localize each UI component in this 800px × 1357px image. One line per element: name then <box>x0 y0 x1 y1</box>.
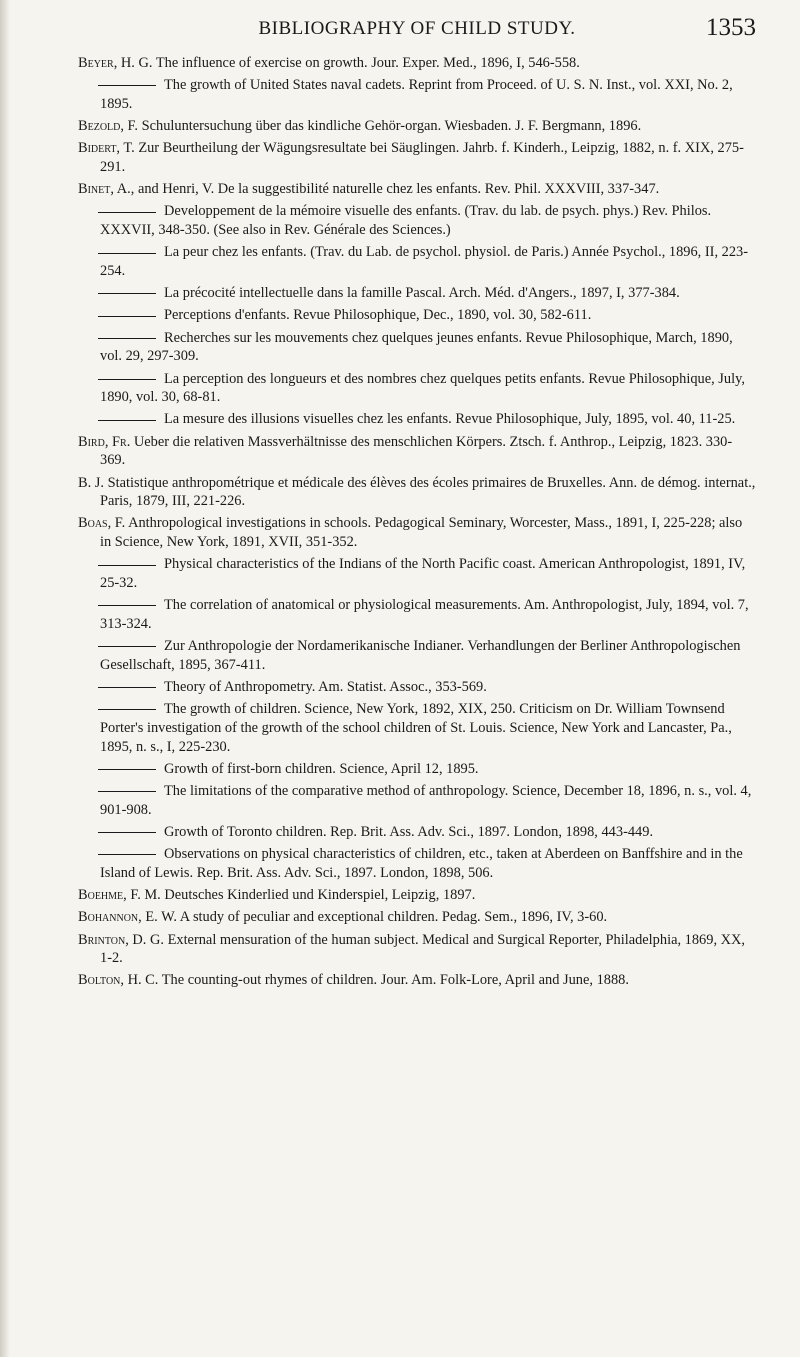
ditto-rule <box>98 85 156 86</box>
entry-citation: Zur Beurtheilung der Wägungsresultate bei Säuglingen. Jahrb. f. Kinderh., Leipzig, 1882, n. f. XIX, 275-291. <box>100 140 744 176</box>
entry-author: Boehme, F. M. <box>78 887 161 904</box>
bibliography-entry <box>78 596 756 633</box>
bibliography-entry <box>78 908 756 927</box>
bibliography-entry <box>78 433 756 470</box>
bibliography-entry <box>78 782 756 819</box>
entry-citation: Growth of first-born children. Science, April 12, 1895. <box>164 760 479 777</box>
entry-citation: The influence of exercise on growth. Jour. Exper. Med., 1896, I, 546-558. <box>155 55 580 71</box>
entry-citation: Growth of Toronto children. Rep. Brit. Ass. Adv. Sci., 1897. London, 1898, 443-449. <box>164 824 654 841</box>
entry-citation: Zur Anthropologie der Nordamerikanische Indianer. Verhandlungen der Berliner Anthropologischen Gesellschaft, 1895, 367-411. <box>100 638 741 673</box>
bibliography-list <box>78 54 756 990</box>
entry-citation: and Henri, V. De la suggestibilité naturelle chez les enfants. Rev. Phil. XXXVIII, 337-347. <box>137 181 660 198</box>
bibliography-entry <box>78 845 756 882</box>
ditto-rule <box>98 420 156 421</box>
entry-author: Bolton, H. C. <box>78 972 159 989</box>
entry-citation: Deutsches Kinderlied und Kinderspiel, Leipzig, 1897. <box>164 887 476 904</box>
bibliography-entry <box>78 637 756 674</box>
entry-citation: The growth of United States naval cadets. Reprint from Proceed. of U. S. N. Inst., vol. XXI, No. 2, 1895. <box>100 77 733 112</box>
entry-citation: The counting-out rhymes of children. Jour. Am. Folk-Lore, April and June, 1888. <box>161 972 629 989</box>
entry-citation: La précocité intellectuelle dans la famille Pascal. Arch. Méd. d'Angers., 1897, I, 377-384. <box>164 285 680 302</box>
entry-author: Boas, F. <box>78 515 126 532</box>
bibliography-entry <box>78 117 756 136</box>
ditto-rule <box>98 854 156 855</box>
ditto-rule <box>98 212 156 213</box>
bibliography-entry <box>78 180 756 199</box>
ditto-rule <box>98 687 156 688</box>
bibliography-entry <box>78 931 756 968</box>
bibliography-entry <box>78 514 756 551</box>
ditto-rule <box>98 316 156 317</box>
page-edge-shadow <box>0 0 10 1357</box>
entry-citation: External mensuration of the human subject. Medical and Surgical Reporter, Philadelphia, 1869, XX, 1-2. <box>100 931 746 967</box>
ditto-rule <box>98 832 156 833</box>
page-number: 1353 <box>706 14 756 41</box>
entry-citation: The growth of children. Science, New York, 1892, XIX, 250. Criticism on Dr. William Townsend Porter's investigation of the growth of the school children of St. Louis. Science, New York and Lancaster, Pa., 1895, n. s., I, 225-230. <box>100 701 732 755</box>
bibliography-entry <box>78 284 756 303</box>
entry-citation: Observations on physical characteristics of children, etc., taken at Aberdeen on Banffshire and in the Island of Lewis. Rep. Brit. Ass. Adv. Sci., 1897. London, 1898, 506. <box>100 846 743 881</box>
entry-citation: Theory of Anthropometry. Am. Statist. Assoc., 353-569. <box>164 679 487 696</box>
bibliography-entry <box>78 886 756 905</box>
ditto-rule <box>98 253 156 254</box>
bibliography-entry <box>78 54 756 73</box>
entry-author: Bezold, F. <box>78 118 139 135</box>
entry-citation: Ueber die relativen Massverhältnisse des menschlichen Körpers. Ztsch. f. Anthrop., Leipzig, 1823. 330-369. <box>100 433 733 469</box>
ditto-rule <box>98 565 156 566</box>
bibliography-entry <box>78 139 756 176</box>
ditto-rule <box>98 709 156 710</box>
entry-author: Bohannon, E. W. <box>78 909 177 926</box>
ditto-rule <box>98 338 156 339</box>
entry-citation: Anthropological investigations in schools. Pedagogical Seminary, Worcester, Mass., 1891, I, 225-228; also in Science, New York, 1891, XVII, 351-352. <box>100 515 743 551</box>
entry-citation: La peur chez les enfants. (Trav. du Lab. de psychol. physiol. de Paris.) Année Psychol., 1896, II, 223-254. <box>100 244 749 280</box>
bibliography-entry <box>78 329 756 366</box>
entry-citation: Perceptions d'enfants. Revue Philosophique, Dec., 1890, vol. 30, 582-611. <box>164 307 592 324</box>
entry-citation: A study of peculiar and exceptional children. Pedag. Sem., 1896, IV, 3-60. <box>179 909 608 926</box>
entry-citation: Physical characteristics of the Indians of the North Pacific coast. American Anthropologist, 1891, IV, 25-32. <box>100 556 746 592</box>
bibliography-entry <box>78 555 756 592</box>
bibliography-entry <box>78 700 756 756</box>
bibliography-entry <box>78 202 756 239</box>
entry-citation: Schuluntersuchung über das kindliche Gehör-organ. Wiesbaden. J. F. Bergmann, 1896. <box>141 118 642 135</box>
bibliography-entry <box>78 410 756 429</box>
ditto-rule <box>98 791 156 792</box>
bibliography-entry <box>78 243 756 280</box>
entry-citation: Statistique anthropométrique et médicale des élèves des écoles primaires de Bruxelles. Ann. de démog. internat., Paris, 1879, III, 221-226. <box>100 474 756 510</box>
entry-author: Brinton, D. G. <box>78 931 164 948</box>
bibliography-entry <box>78 678 756 697</box>
entry-citation: Recherches sur les mouvements chez quelques jeunes enfants. Revue Philosophique, March, 1890, vol. 29, 297-309. <box>100 329 733 365</box>
running-head <box>78 16 756 46</box>
entry-citation: The limitations of the comparative method of anthropology. Science, December 18, 1896, n. s., vol. 4, 901-908. <box>100 783 752 818</box>
entry-citation: La perception des longueurs et des nombres chez quelques petits enfants. Revue Philosophique, July, 1890, vol. 30, 68-81. <box>100 370 745 406</box>
ditto-rule <box>98 646 156 647</box>
ditto-rule <box>98 293 156 294</box>
entry-citation: La mesure des illusions visuelles chez les enfants. Revue Philosophique, July, 1895, vol. 40, 11-25. <box>164 411 736 428</box>
entry-author: Bidert, T. <box>78 140 135 157</box>
bibliography-entry <box>78 370 756 407</box>
bibliography-entry <box>78 760 756 779</box>
page-title: BIBLIOGRAPHY OF CHILD STUDY. <box>258 18 576 39</box>
bibliography-entry <box>78 971 756 990</box>
bibliography-entry <box>78 474 756 511</box>
entry-author: Binet, A., <box>78 181 135 198</box>
ditto-rule <box>98 379 156 380</box>
bibliography-entry <box>78 306 756 325</box>
bibliography-entry <box>78 76 756 113</box>
entry-author: Beyer, H. G. <box>78 55 153 71</box>
entry-author: Bird, Fr. <box>78 433 131 450</box>
entry-author: B. J. <box>78 474 104 491</box>
bibliography-entry <box>78 823 756 842</box>
entry-citation: The correlation of anatomical or physiological measurements. Am. Anthropologist, July, 1894, vol. 7, 313-324. <box>100 597 749 632</box>
entry-citation: Developpement de la mémoire visuelle des enfants. (Trav. du lab. de psych. phys.) Rev. Philos. XXXVII, 348-350. (See also in Rev. Générale des Sciences.) <box>100 203 712 239</box>
ditto-rule <box>98 769 156 770</box>
ditto-rule <box>98 605 156 606</box>
